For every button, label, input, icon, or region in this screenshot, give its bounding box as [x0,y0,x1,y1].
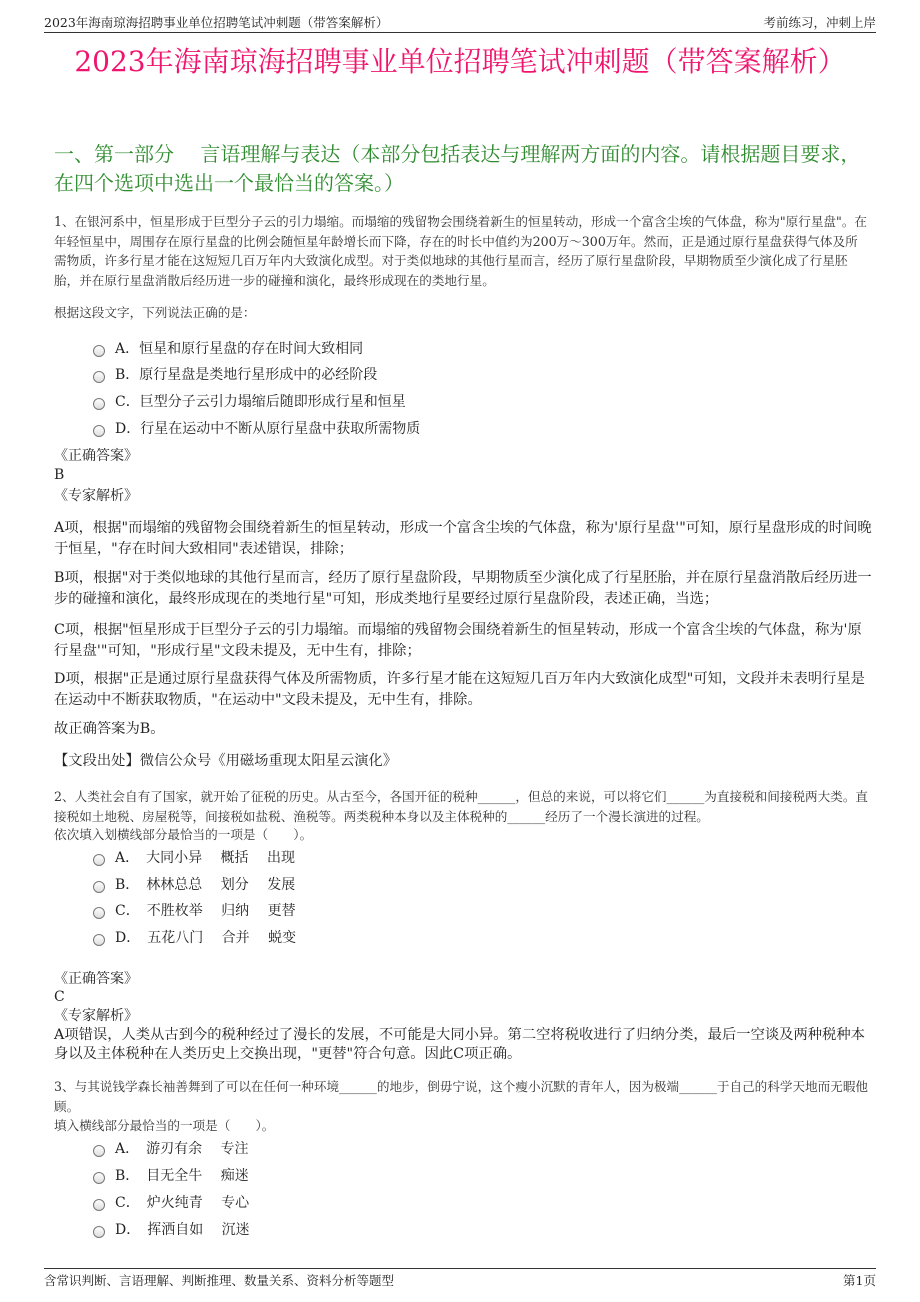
option-label: A．恒星和原行星盘的存在时间大致相同 [115,341,364,357]
radio-icon[interactable] [93,371,105,383]
q1-option-b[interactable] [93,364,377,384]
q2-analysis: A项错误，人类从古到今的税种经过了漫长的发展，不可能是大同小异。第二空将税收进行了归纳分类，最后一空谈及两种税种本身以及主体税种在人类历史上交换出现，"更替"符合句意。因此C项正确。 [54,1027,865,1062]
header-divider [44,32,876,33]
q1-answer-label: 《正确答案》 [54,448,138,464]
radio-icon[interactable] [93,345,105,357]
q1-option-c[interactable] [93,391,406,411]
option-label: D． 挥洒自如 沉迷 [115,1222,250,1238]
question-2-prompt: 依次填入划横线部分最恰当的一项是（ ）。 [54,827,313,842]
option-label: B．原行星盘是类地行星形成中的必经阶段 [115,367,378,383]
radio-icon[interactable] [93,881,105,893]
radio-icon[interactable] [93,907,105,919]
q1-analysis-label: 《专家解析》 [54,488,138,504]
q1-analysis-d: D项，根据"正是通过原行星盘获得气体及所需物质，许多行星才能在这短短几百万年内大致演化成型"可知，文段并未表明行星是在运动中不断获取物质，"在运动中"文段未提及，无中生有，排除。 [54,671,865,708]
option-label: C．巨型分子云引力塌缩后随即形成行星和恒星 [115,394,406,410]
q1-answer: B [54,467,65,483]
option-label: C． 炉火纯青 专心 [115,1195,250,1211]
q1-analysis-b: B项，根据"对于类似地球的其他行星而言，经历了原行星盘阶段，早期物质至少演化成了行星胚胎，并在原行星盘消散后经历进一步的碰撞和演化，最终形成现在的类地行星"可知，形成类地行星要经过原行星盘阶段，表述正确，当选； [54,570,872,607]
radio-icon[interactable] [93,1172,105,1184]
question-3-prompt: 填入横线部分最恰当的一项是（ ）。 [54,1118,275,1133]
radio-icon[interactable] [93,854,105,866]
section-heading: 一、第一部分 言语理解与表达（本部分包括表达与理解两方面的内容。请根据题目要求，在四个选项中选出一个最恰当的答案。） [54,142,861,195]
footer-divider [44,1268,876,1269]
option-label: D．行星在运动中不断从原行星盘中获取所需物质 [115,421,421,437]
q1-analysis-c: C项，根据"恒星形成于巨型分子云的引力塌缩。而塌缩的残留物会围绕着新生的恒星转动，形成一个富含尘埃的气体盘，称为'原行星盘'"可知，"形成行星"文段未提及，无中生有，排除； [54,622,862,659]
question-1-prompt: 根据这段文字，下列说法正确的是： [54,305,256,320]
q2-analysis-label: 《专家解析》 [54,1008,138,1024]
q2-option-b[interactable] [93,874,295,894]
footer-description: 含常识判断、言语理解、判断推理、数量关系、资料分析等题型 [44,1273,395,1288]
q2-answer: C [54,989,65,1005]
option-label: A． 游刃有余 专注 [115,1141,249,1157]
q2-option-a[interactable] [93,847,295,867]
question-3-text: 3、与其说钱学森长袖善舞到了可以在任何一种环境______的地步，倒毋宁说，这个瘦小沉默的青年人，因为极端______于自己的科学天地而无暇他顾。 [54,1079,869,1114]
q1-option-d[interactable] [93,418,420,438]
option-label: A． 大同小异 概括 出现 [115,850,296,866]
q3-option-c[interactable] [93,1192,249,1212]
option-label: B． 林林总总 划分 发展 [115,877,296,893]
q1-source: 【文段出处】微信公众号《用磁场重现太阳星云演化》 [54,753,398,769]
q3-option-a[interactable] [93,1138,249,1158]
q1-option-a[interactable] [93,338,363,358]
question-2-text: 2、人类社会自有了国家，就开始了征税的历史。从古至今，各国开征的税种______，但总的来说，可以将它们______为直接税和间接税两大类。直接税如土地税、房屋税等，间接税如盐税、渔税等。两类税种本身以及主体税种的______经历了一个漫长演进的过程。 [54,789,869,824]
q2-option-c[interactable] [93,900,296,920]
radio-icon[interactable] [93,1226,105,1238]
option-label: D． 五花八门 合并 蜕变 [115,930,297,946]
q1-analysis-a: A项，根据"而塌缩的残留物会围绕着新生的恒星转动，形成一个富含尘埃的气体盘，称为'原行星盘'"可知，原行星盘形成的时间晚于恒星，"存在时间大致相同"表述错误，排除； [54,520,872,557]
option-label: B． 目无全牛 痴迷 [115,1168,249,1184]
radio-icon[interactable] [93,425,105,437]
document-title: 2023年海南琼海招聘事业单位招聘笔试冲刺题（带答案解析） [74,45,846,78]
page-number: 第1页 [843,1273,876,1288]
q3-option-d[interactable] [93,1219,250,1239]
header-slogan: 考前练习，冲刺上岸 [763,15,876,30]
header-title: 2023年海南琼海招聘事业单位招聘笔试冲刺题（带答案解析） [44,15,389,30]
q1-conclusion: 故正确答案为B。 [54,721,165,737]
radio-icon[interactable] [93,1145,105,1157]
q2-answer-label: 《正确答案》 [54,971,138,987]
question-1-text: 1、在银河系中，恒星形成于巨型分子云的引力塌缩。而塌缩的残留物会围绕着新生的恒星转动，形成一个富含尘埃的气体盘，称为"原行星盘"。在年轻恒星中，周围存在原行星盘的比例会随恒星年龄增长而下降，存在的时长中值约为200万～300万年。然而，正是通过原行星盘获得气体及所需物质，许多行星才能在这短短几百万年内大致演化成型。对于类似地球的其他行星而言，经历了原行星盘阶段，早期物质至少演化成了行星胚胎，并在原行星盘消散后经历进一步的碰撞和演化，最终形成现在的类地行星。 [54,214,868,288]
q3-option-b[interactable] [93,1165,249,1185]
radio-icon[interactable] [93,1199,105,1211]
q2-option-d[interactable] [93,927,296,947]
radio-icon[interactable] [93,934,105,946]
radio-icon[interactable] [93,398,105,410]
option-label: C． 不胜枚举 归纳 更替 [115,903,296,919]
